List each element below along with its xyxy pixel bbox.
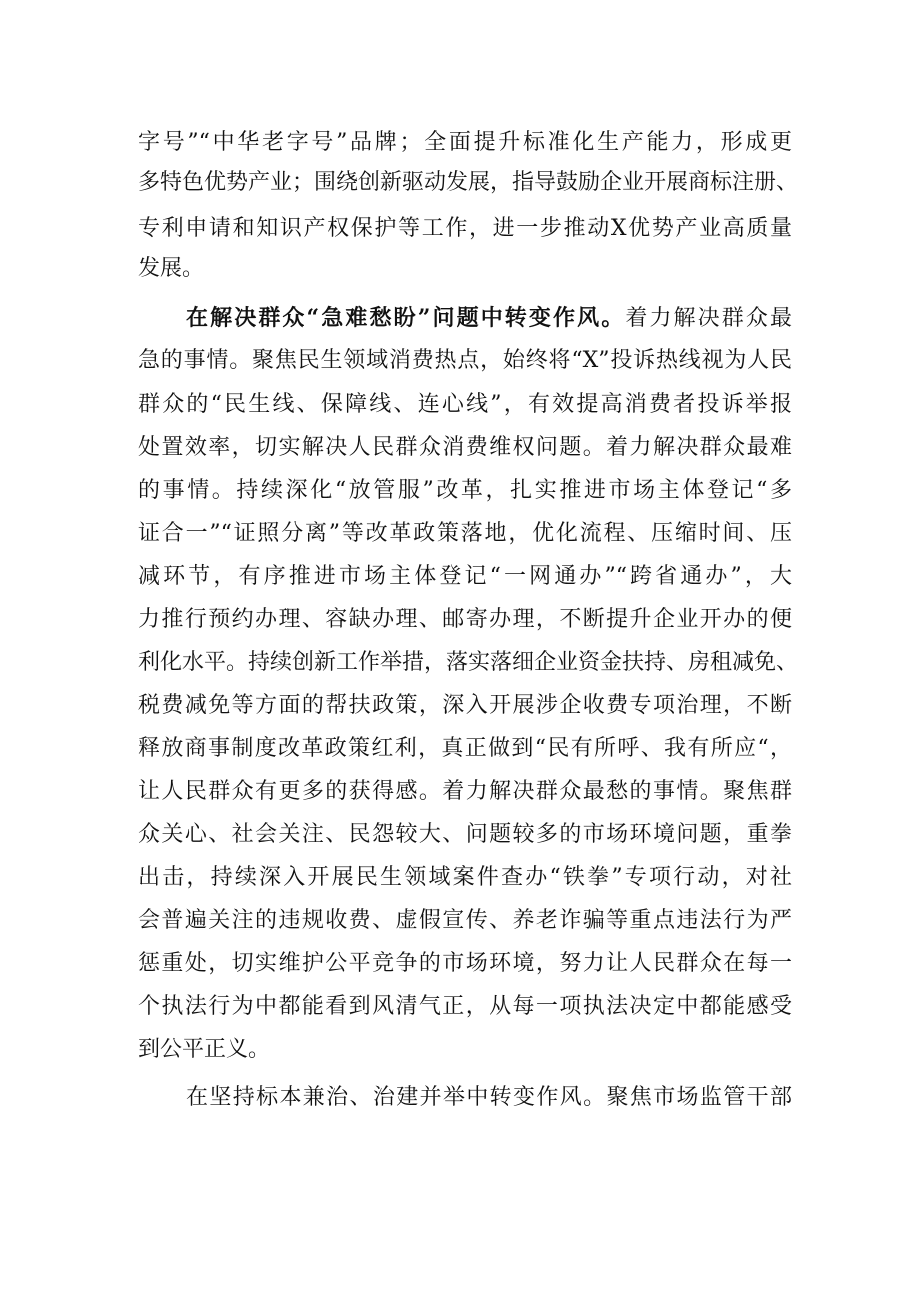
paragraph-2-line-13: 众关心、社会关注、民怨较大、问题较多的市场环境问题，重拳	[138, 822, 792, 847]
paragraph-2-line-1-text: 着力解决群众最	[625, 306, 792, 331]
paragraph-2-line-7: 减环节，有序推进市场主体登记“一网通办”“跨省通办”，大	[138, 564, 792, 589]
paragraph-2-line-6: 证合一”“证照分离”等改革政策落地，优化流程、压缩时间、压	[138, 521, 792, 546]
paragraph-2-line-4: 处置效率，切实解决人民群众消费维权问题。着力解决群众最难	[138, 435, 792, 460]
paragraph-2-line-15: 会普遍关注的违规收费、虚假宣传、养老诈骗等重点违法行为严	[138, 908, 792, 933]
paragraph-2-line-8: 力推行预约办理、容缺办理、邮寄办理，不断提升企业开办的便	[138, 607, 792, 632]
paragraph-2-heading: 在解决群众“急难愁盼”问题中转变作风。	[186, 305, 626, 331]
paragraph-1-line-4: 发展。	[138, 256, 205, 281]
paragraph-2-line-9: 利化水平。持续创新工作举措，落实落细企业资金扶持、房租减免、	[138, 650, 799, 675]
paragraph-2-line-1	[186, 298, 792, 338]
paragraph-1-line-2: 多特色优势产业；围绕创新驱动发展，指导鼓励企业开展商标注册、	[138, 170, 799, 195]
paragraph-2-line-12: 让人民群众有更多的获得感。着力解决群众最愁的事情。聚焦群	[138, 779, 792, 804]
paragraph-2-line-3: 群众的“民生线、保障线、连心线”，有效提高消费者投诉举报	[138, 392, 792, 417]
paragraph-2-line-17: 个执法行为中都能看到风清气正，从每一项执法决定中都能感受	[138, 994, 792, 1019]
paragraph-2-line-16: 惩重处，切实维护公平竞争的市场环境，努力让人民群众在每一	[138, 951, 792, 976]
paragraph-1-line-3: 专利申请和知识产权保护等工作，进一步推动X优势产业高质量	[138, 216, 792, 241]
paragraph-3-line-1: 在坚持标本兼治、治建并举中转变作风。聚焦市场监管干部	[186, 1085, 792, 1110]
paragraph-2-line-2: 急的事情。聚焦民生领域消费热点，始终将“X”投诉热线视为人民	[138, 348, 792, 373]
paragraph-2-line-11: 释放商事制度改革政策红利，真正做到“民有所呼、我有所应“，	[138, 736, 792, 761]
paragraph-2-line-14: 出击，持续深入开展民生领域案件查办“铁拳”专项行动，对社	[138, 865, 792, 890]
paragraph-2-line-10: 税费减免等方面的帮扶政策，深入开展涉企收费专项治理，不断	[138, 693, 792, 718]
paragraph-2-line-18: 到公平正义。	[138, 1037, 271, 1062]
paragraph-2-line-5: 的事情。持续深化“放管服”改革，扎实推进市场主体登记“多	[138, 478, 792, 503]
paragraph-1-line-1: 字号”“中华老字号”品牌；全面提升标准化生产能力，形成更	[138, 130, 792, 155]
